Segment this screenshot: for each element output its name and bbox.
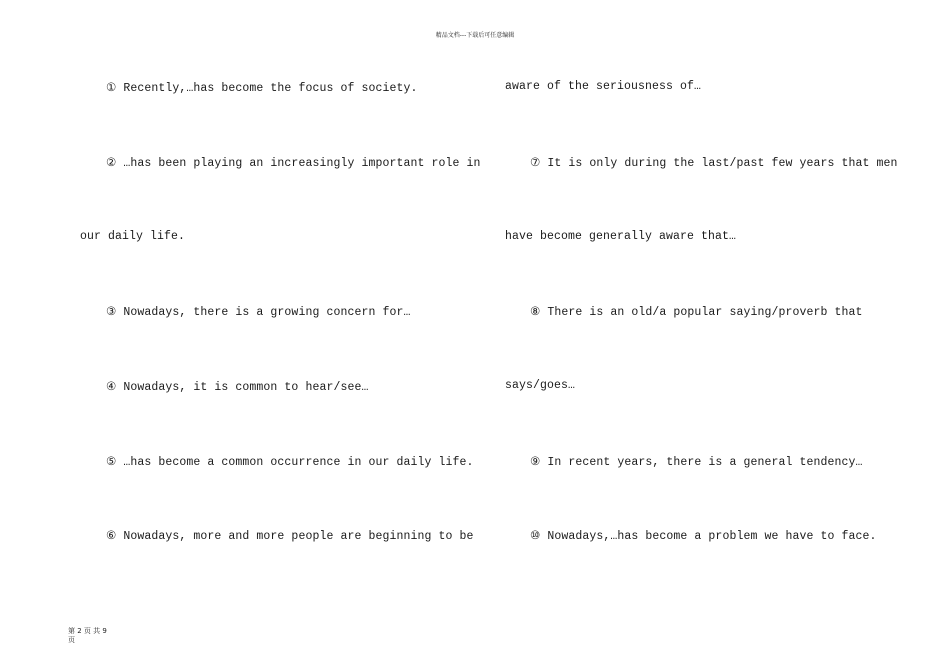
phrase-2-continuation: our daily life. [80, 230, 186, 243]
phrase-6: ⑥ Nowadays, more and more people are beginning to be [106, 530, 474, 543]
phrase-8: ⑧ There is an old/a popular saying/proverb that [530, 306, 863, 319]
phrase-5: ⑤ …has become a common occurrence in our daily life. [106, 456, 474, 469]
page-number [68, 627, 107, 645]
phrase-3: ③ Nowadays, there is a growing concern for… [106, 306, 411, 319]
phrase-7: ⑦ It is only during the last/past few years that men [530, 157, 898, 170]
phrase-4: ④ Nowadays, it is common to hear/see… [106, 381, 369, 394]
page-number-line1: 第 2 页 共 9 [68, 627, 107, 635]
page-header: 精品文档---下载后可任意编辑 [435, 32, 515, 39]
phrase-8-continuation: says/goes… [505, 379, 576, 392]
phrase-7-continuation: have become generally aware that… [505, 230, 737, 243]
phrase-6-continuation: aware of the seriousness of… [505, 80, 702, 93]
phrase-9: ⑨ In recent years, there is a general tendency… [530, 456, 863, 469]
phrase-1: ① Recently,…has become the focus of society. [106, 82, 418, 95]
page-number-line2: 页 [68, 636, 75, 644]
phrase-10: ⑩ Nowadays,…has become a problem we have to face. [530, 530, 877, 543]
phrase-2: ② …has been playing an increasingly important role in [106, 157, 481, 170]
